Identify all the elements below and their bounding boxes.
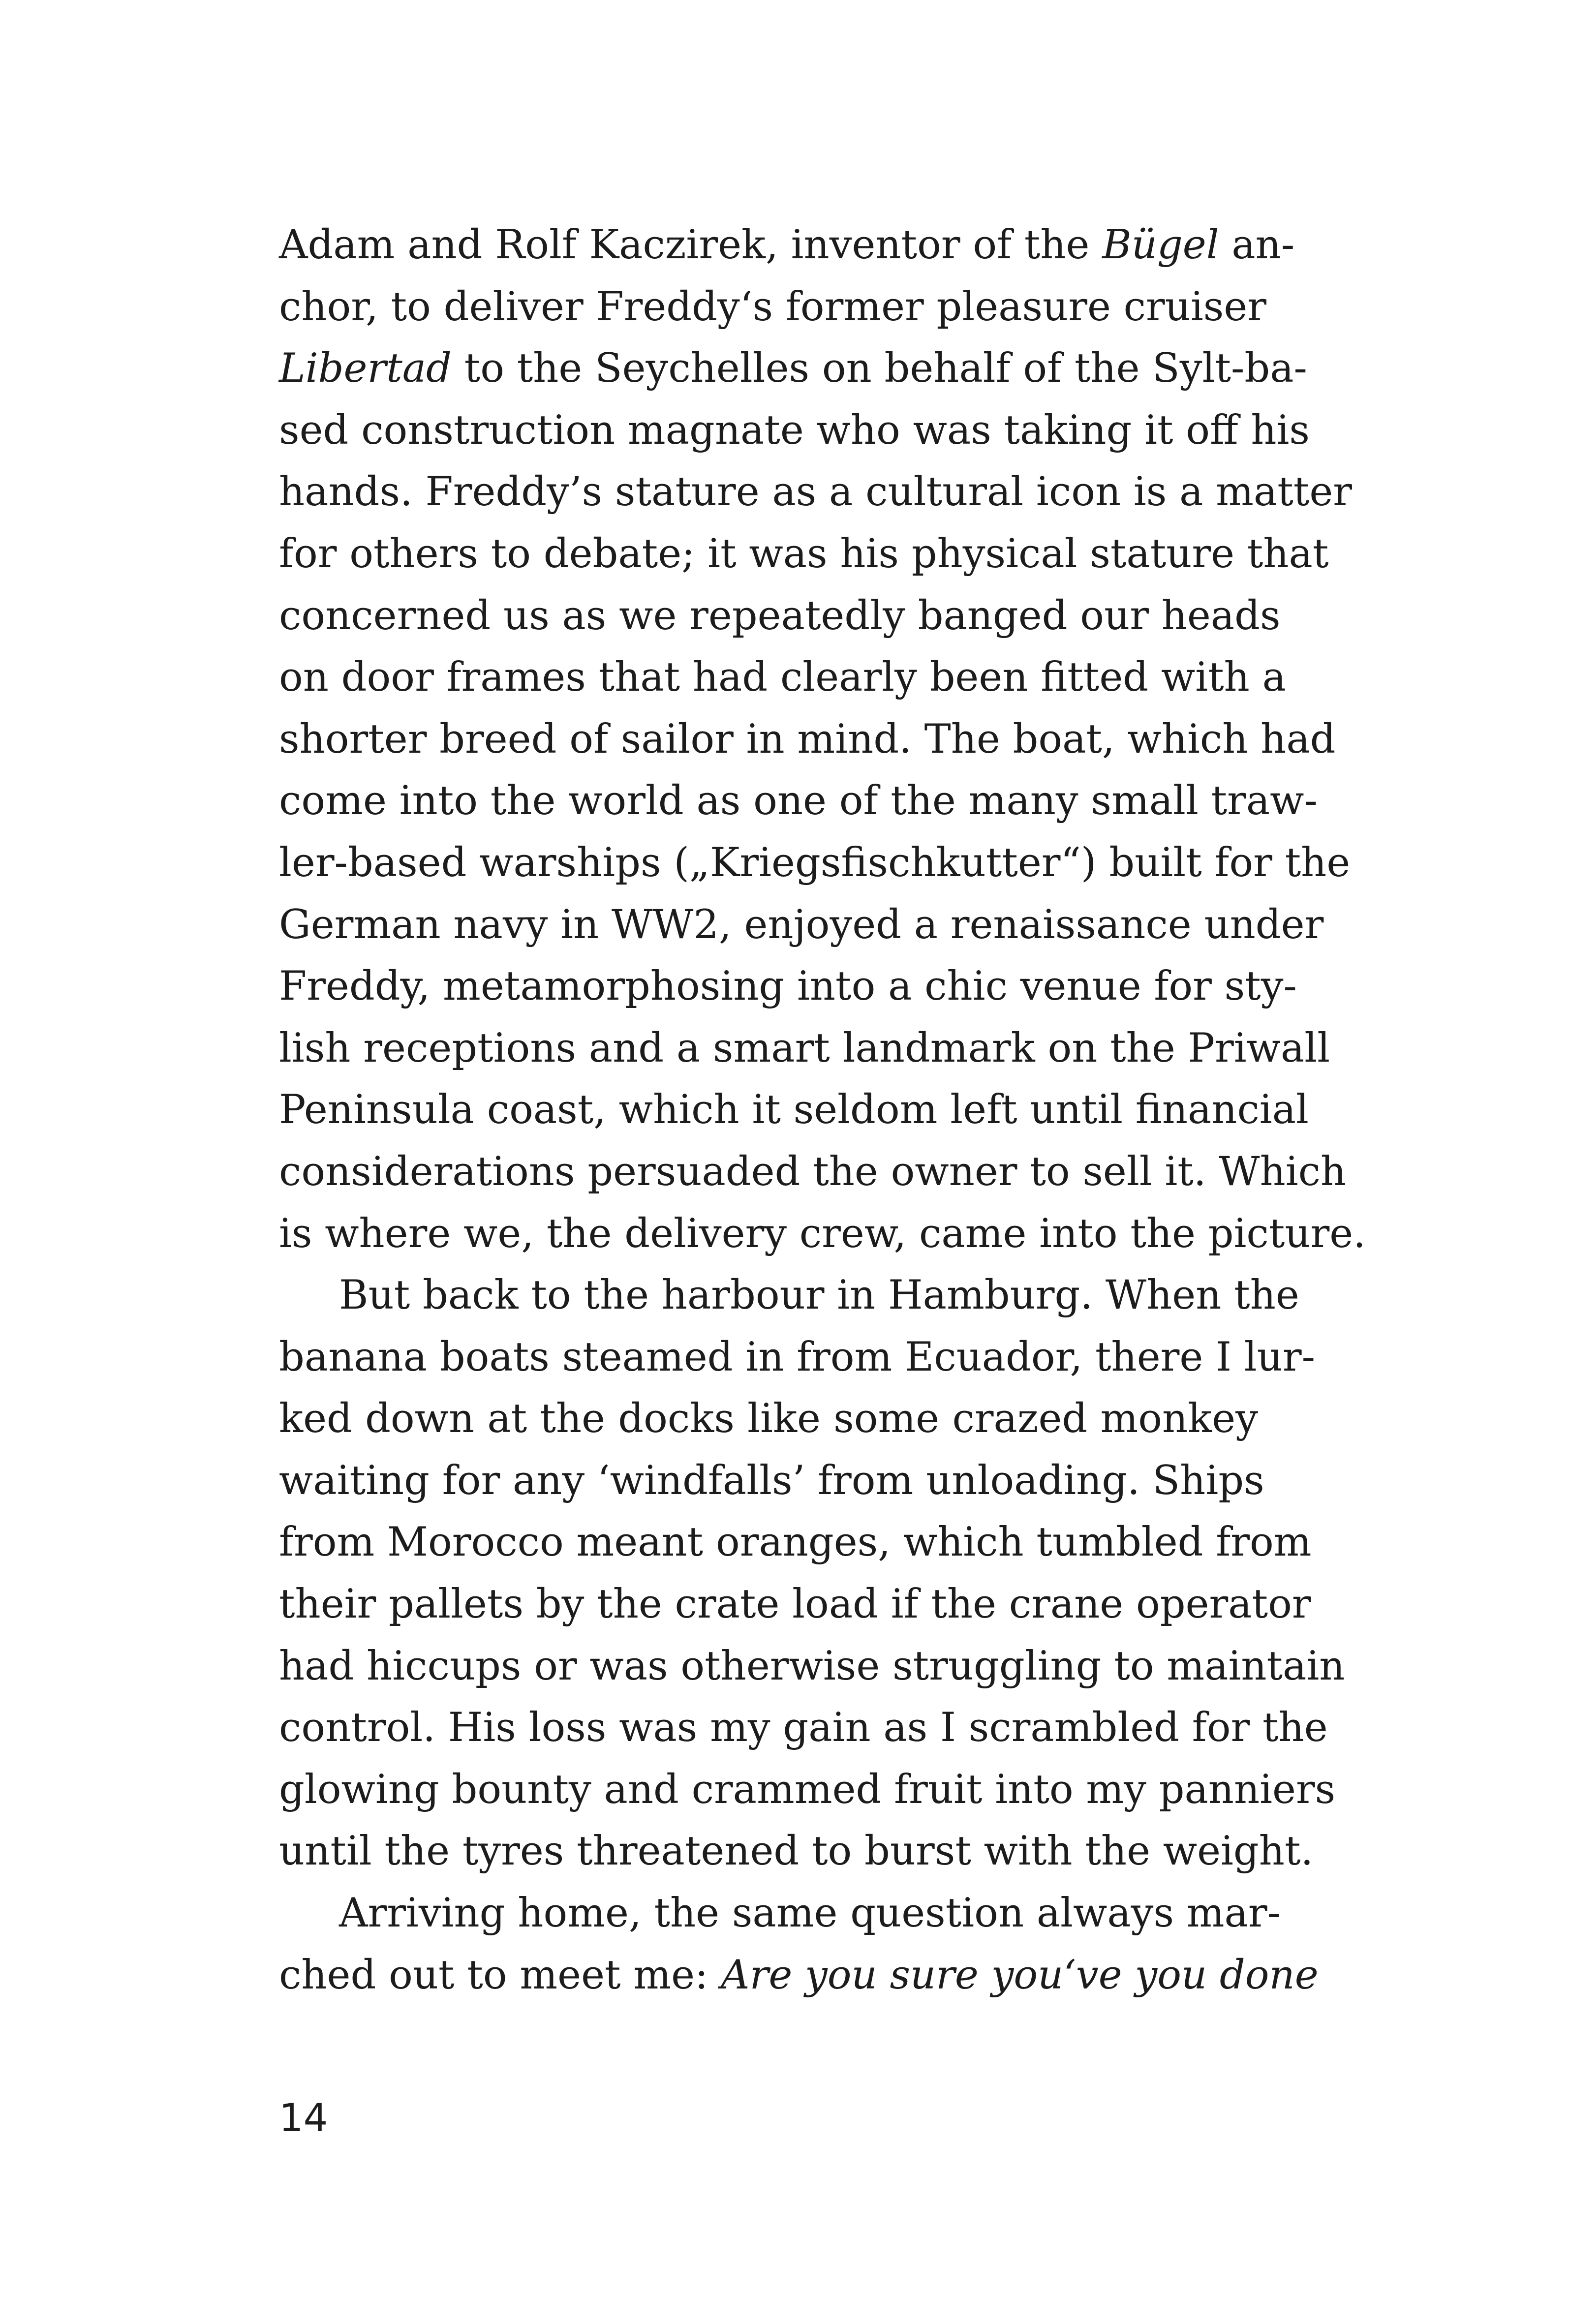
text-line — [279, 1697, 1328, 1759]
text-line — [279, 1141, 1347, 1203]
text-segment: concerned us as we repeatedly banged our heads — [279, 592, 1281, 639]
text-line — [279, 956, 1297, 1018]
text-segment: banana boats steamed in from Ecuador, there I lur- — [279, 1334, 1315, 1380]
text-segment: German navy in WW2, enjoyed a renaissance under — [279, 901, 1324, 948]
text-line — [279, 1327, 1315, 1389]
text-line — [279, 647, 1286, 709]
text-segment: for others to debate; it was his physical stature that — [279, 530, 1329, 577]
text-segment: had hiccups or was otherwise struggling to maintain — [279, 1643, 1345, 1689]
text-segment: control. His loss was my gain as I scrambled for the — [279, 1705, 1328, 1751]
text-segment: their pallets by the crate load if the crane operator — [279, 1581, 1311, 1628]
text-segment: to the Seychelles on behalf of the Sylt-ba- — [451, 345, 1307, 392]
text-line — [279, 1512, 1312, 1574]
text-line — [279, 1821, 1314, 1883]
text-segment: ler-based warships („Kriegsfischkutter“) built for the — [279, 839, 1351, 886]
text-segment: shorter breed of sailor in mind. The boat, which had — [279, 716, 1336, 763]
text-line — [279, 1883, 1281, 1945]
text-segment: until the tyres threatened to burst with the weight. — [279, 1828, 1314, 1875]
text-line — [279, 276, 1267, 338]
text-line — [279, 1265, 1299, 1327]
text-line — [279, 709, 1336, 771]
text-segment: on door frames that had clearly been fitted with a — [279, 654, 1286, 701]
italic-text: Bügel — [1102, 222, 1219, 268]
text-line — [279, 1636, 1345, 1698]
text-line — [279, 1079, 1309, 1141]
text-line — [279, 1450, 1264, 1512]
text-segment: is where we, the delivery crew, came into the picture. — [279, 1210, 1366, 1257]
body-text — [279, 214, 1366, 2006]
text-segment: But back to the harbour in Hamburg. When the — [339, 1272, 1299, 1319]
text-segment: ched out to meet me: — [279, 1952, 721, 1998]
page-number: 14 — [279, 2096, 328, 2141]
text-segment: Arriving home, the same question always mar- — [339, 1890, 1281, 1937]
text-segment: waiting for any ‘windfalls’ from unloading. Ships — [279, 1457, 1264, 1504]
text-line — [279, 338, 1307, 400]
text-line — [279, 523, 1329, 585]
text-segment: Freddy, metamorphosing into a chic venue for sty- — [279, 963, 1297, 1010]
text-segment: come into the world as one of the many small traw- — [279, 778, 1318, 825]
text-segment: an- — [1219, 222, 1295, 268]
text-segment: glowing bounty and crammed fruit into my panniers — [279, 1766, 1336, 1813]
text-line — [279, 1018, 1330, 1080]
text-line — [279, 894, 1324, 956]
text-segment: Peninsula coast, which it seldom left until financial — [279, 1087, 1309, 1133]
text-line — [279, 1388, 1258, 1450]
text-line — [279, 1203, 1366, 1265]
text-line — [279, 400, 1310, 462]
italic-text: Are you sure you‘ve you done — [721, 1952, 1319, 1998]
text-line — [279, 832, 1351, 894]
text-segment: from Morocco meant oranges, which tumbled from — [279, 1519, 1312, 1566]
italic-text: Libertad — [279, 345, 452, 392]
text-line — [279, 461, 1352, 523]
text-line — [279, 214, 1295, 276]
text-line — [279, 1945, 1319, 2007]
text-segment: lish receptions and a smart landmark on the Priwall — [279, 1025, 1330, 1071]
text-line — [279, 585, 1281, 647]
text-segment: considerations persuaded the owner to sell it. Which — [279, 1148, 1347, 1195]
text-segment: sed construction magnate who was taking it off his — [279, 407, 1310, 454]
text-line — [279, 770, 1318, 832]
text-segment: hands. Freddy’s stature as a cultural icon is a matter — [279, 469, 1352, 516]
text-segment: ked down at the docks like some crazed monkey — [279, 1396, 1258, 1442]
text-segment: chor, to deliver Freddy‘s former pleasure cruiser — [279, 283, 1267, 330]
text-segment: Adam and Rolf Kaczirek, inventor of the — [279, 222, 1103, 268]
text-line — [279, 1759, 1336, 1821]
text-line — [279, 1574, 1311, 1636]
